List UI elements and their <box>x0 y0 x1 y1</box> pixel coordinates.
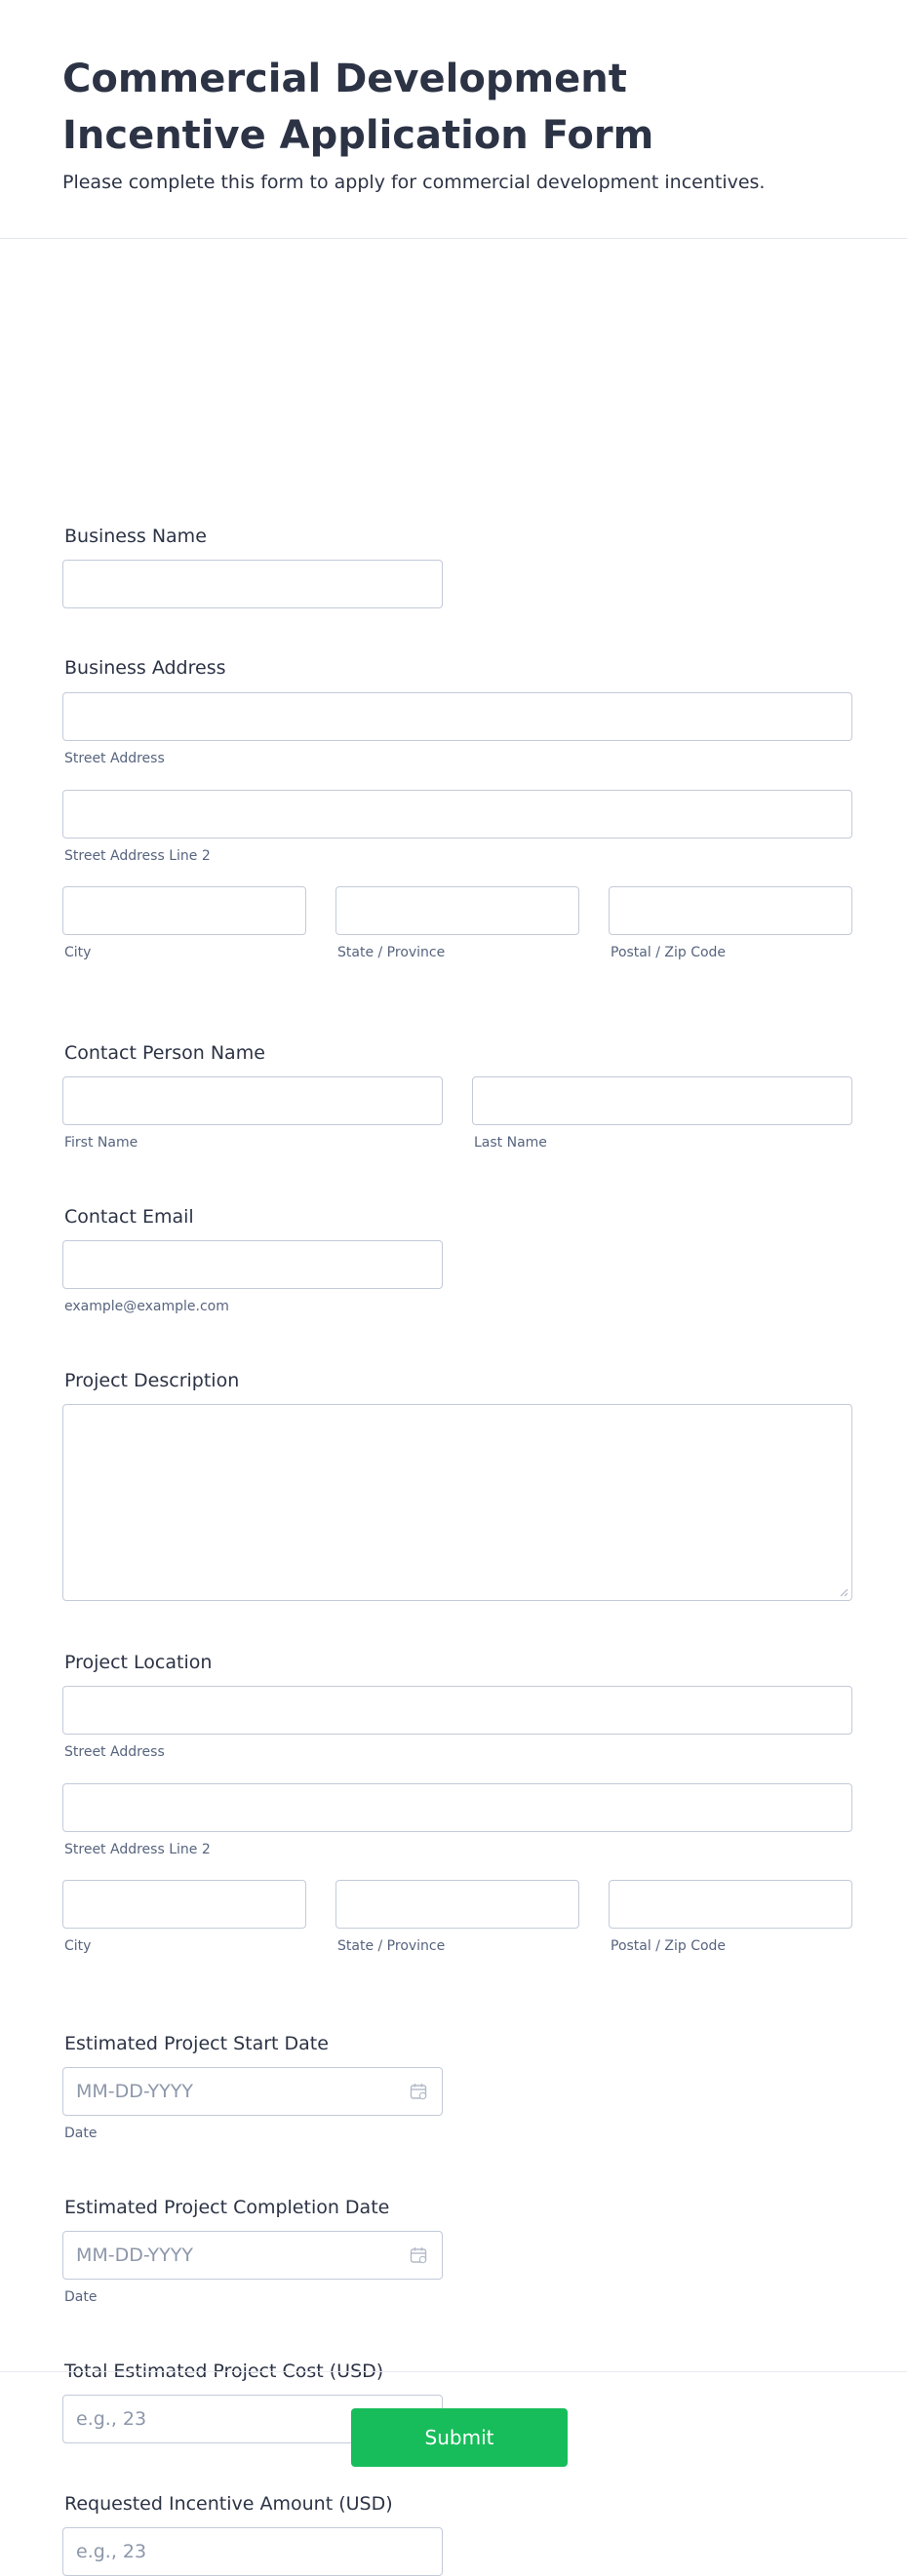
project-street2-input[interactable] <box>62 1783 852 1832</box>
total-cost-placeholder: e.g., 23 <box>76 2408 147 2430</box>
calendar-icon[interactable] <box>409 2245 428 2265</box>
start-date-placeholder: MM-DD-YYYY <box>76 2081 193 2102</box>
last-name-input[interactable] <box>472 1076 852 1125</box>
project-state-col <box>335 1880 579 1956</box>
business-name-input[interactable] <box>62 560 443 608</box>
last-name-col <box>472 1076 852 1152</box>
project-city-input[interactable] <box>62 1880 306 1929</box>
contact-name-row <box>62 1076 852 1152</box>
form-header <box>0 0 907 239</box>
contact-email-label: Contact Email <box>64 1206 194 1228</box>
calendar-icon[interactable] <box>409 2082 428 2101</box>
incentive-amount-label: Requested Incentive Amount (USD) <box>64 2493 393 2515</box>
business-name-field <box>62 522 443 608</box>
project-street-input[interactable] <box>62 1686 852 1735</box>
project-city-row <box>62 1880 852 1956</box>
project-description-textarea[interactable] <box>62 1404 852 1601</box>
business-city-col <box>62 886 306 962</box>
project-city-sublabel: City <box>64 1938 92 1954</box>
project-street-sublabel: Street Address <box>64 1744 165 1760</box>
project-description-field <box>62 1366 852 1601</box>
business-street2-input[interactable] <box>62 790 852 839</box>
project-zip-input[interactable] <box>609 1880 852 1929</box>
business-city-input[interactable] <box>62 886 306 935</box>
start-date-input[interactable] <box>62 2067 443 2116</box>
business-zip-input[interactable] <box>609 886 852 935</box>
start-date-sublabel: Date <box>64 2126 98 2141</box>
completion-date-sublabel: Date <box>64 2289 98 2305</box>
completion-date-field <box>62 2193 443 2307</box>
project-location-label: Project Location <box>64 1652 213 1673</box>
business-street-sublabel: Street Address <box>64 751 165 766</box>
project-city-col <box>62 1880 306 1956</box>
submit-button[interactable]: Submit <box>351 2408 568 2467</box>
form-footer <box>0 2371 907 2515</box>
incentive-amount-placeholder: e.g., 23 <box>76 2541 147 2562</box>
page-subtitle: Please complete this form to apply for commercial development incentives. <box>62 172 766 193</box>
project-description-label: Project Description <box>64 1370 240 1391</box>
resize-handle-icon[interactable] <box>839 1587 848 1597</box>
business-address-field <box>62 653 852 962</box>
contact-name-field <box>62 1038 852 1152</box>
business-state-sublabel: State / Province <box>337 945 446 960</box>
project-street2-sublabel: Street Address Line 2 <box>64 1842 211 1857</box>
business-state-col <box>335 886 579 962</box>
completion-date-input[interactable] <box>62 2231 443 2280</box>
contact-name-label: Contact Person Name <box>64 1042 265 1064</box>
business-street2-sublabel: Street Address Line 2 <box>64 848 211 864</box>
start-date-field <box>62 2029 443 2143</box>
business-state-input[interactable] <box>335 886 579 935</box>
business-zip-col <box>609 886 852 962</box>
project-state-sublabel: State / Province <box>337 1938 446 1954</box>
start-date-label: Estimated Project Start Date <box>64 2033 329 2054</box>
page-title: Commercial Development Incentive Application Form <box>62 57 654 158</box>
first-name-input[interactable] <box>62 1076 443 1125</box>
business-street-input[interactable] <box>62 692 852 741</box>
completion-date-placeholder: MM-DD-YYYY <box>76 2244 193 2266</box>
completion-date-label: Estimated Project Completion Date <box>64 2197 390 2218</box>
contact-email-field <box>62 1202 443 1316</box>
total-cost-label: Total Estimated Project Cost (USD) <box>64 2361 384 2382</box>
business-name-label: Business Name <box>64 526 207 547</box>
business-address-label: Business Address <box>64 657 226 679</box>
incentive-amount-input[interactable] <box>62 2527 443 2576</box>
project-zip-col <box>609 1880 852 1956</box>
business-city-sublabel: City <box>64 945 92 960</box>
first-name-sublabel: First Name <box>64 1135 138 1151</box>
first-name-col <box>62 1076 443 1152</box>
business-zip-sublabel: Postal / Zip Code <box>611 945 727 960</box>
last-name-sublabel: Last Name <box>474 1135 547 1151</box>
contact-email-input[interactable] <box>62 1240 443 1289</box>
project-zip-sublabel: Postal / Zip Code <box>611 1938 727 1954</box>
business-city-row <box>62 886 852 962</box>
project-state-input[interactable] <box>335 1880 579 1929</box>
contact-email-sublabel: example@example.com <box>64 1299 229 1314</box>
project-location-field <box>62 1648 852 1956</box>
